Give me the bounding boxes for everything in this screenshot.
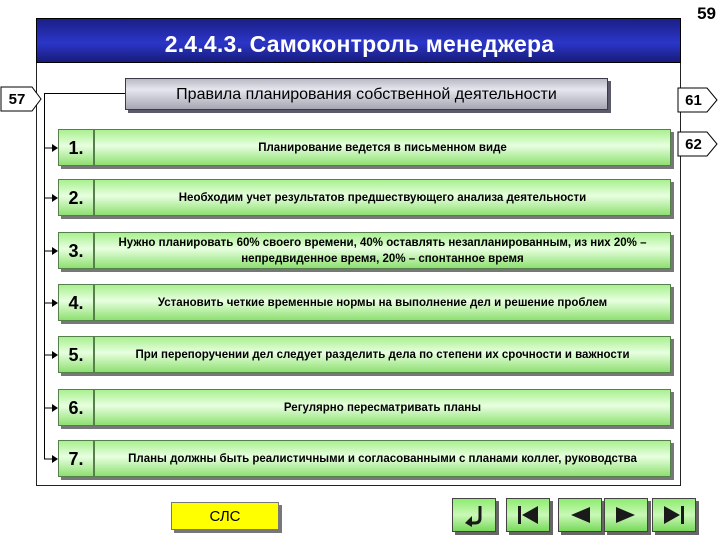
cls-button[interactable]: СЛС bbox=[171, 502, 279, 530]
arrow-right-icon bbox=[44, 454, 58, 464]
rule-text: Необходим учет результатов предшествующего анализа деятельности bbox=[94, 179, 671, 216]
previous-slide-icon bbox=[567, 504, 593, 526]
rule-text: Планы должны быть реалистичными и согласованными с планами коллег, руководства bbox=[94, 440, 671, 477]
page-number: 59 bbox=[697, 4, 716, 23]
title-bar bbox=[36, 18, 681, 63]
link-61-arrow[interactable] bbox=[677, 87, 718, 113]
link-57-label: 57 bbox=[8, 90, 26, 108]
link-62-label: 62 bbox=[685, 135, 702, 153]
slide-title: 2.4.4.3. Самоконтроль менеджера bbox=[164, 31, 555, 57]
rule-number: 4. bbox=[58, 284, 94, 321]
return-icon bbox=[461, 503, 487, 527]
rule-text: Нужно планировать 60% своего времени, 40% оставлять незапланированным, из них 20% – непредвиденное время, 20% – спонтанное время bbox=[94, 232, 671, 269]
rule-text: Регулярно пересматривать планы bbox=[94, 389, 671, 426]
rules-header: Правила планирования собственной деятельности bbox=[125, 78, 608, 110]
arrow-right-icon bbox=[44, 403, 58, 413]
arrow-right-icon bbox=[44, 350, 58, 360]
first-slide-icon bbox=[515, 504, 541, 526]
rule-text: При перепоручении дел следует разделить дела по степени их срочности и важности bbox=[94, 336, 671, 373]
link-62-arrow[interactable] bbox=[677, 131, 718, 157]
rule-text: Планирование ведется в письменном виде bbox=[94, 129, 671, 166]
arrow-right-icon bbox=[44, 193, 58, 203]
rule-number: 3. bbox=[58, 232, 94, 269]
next-slide-icon bbox=[613, 504, 639, 526]
rule-number: 5. bbox=[58, 336, 94, 373]
arrow-right-icon bbox=[44, 298, 58, 308]
first-slide-button[interactable] bbox=[506, 498, 550, 532]
last-slide-icon bbox=[661, 504, 687, 526]
previous-slide-button[interactable] bbox=[558, 498, 602, 532]
arrow-right-icon bbox=[44, 246, 58, 256]
connector-top-line bbox=[44, 93, 125, 94]
link-61-label: 61 bbox=[685, 91, 702, 109]
rule-number: 2. bbox=[58, 179, 94, 216]
next-slide-button[interactable] bbox=[604, 498, 648, 532]
rule-number: 7. bbox=[58, 440, 94, 477]
link-57-arrow[interactable] bbox=[0, 86, 42, 112]
last-slide-button[interactable] bbox=[652, 498, 696, 532]
arrow-right-icon bbox=[44, 143, 58, 153]
rule-number: 1. bbox=[58, 129, 94, 166]
return-button[interactable] bbox=[452, 498, 496, 532]
rule-text: Установить четкие временные нормы на выполнение дел и решение проблем bbox=[94, 284, 671, 321]
rule-number: 6. bbox=[58, 389, 94, 426]
